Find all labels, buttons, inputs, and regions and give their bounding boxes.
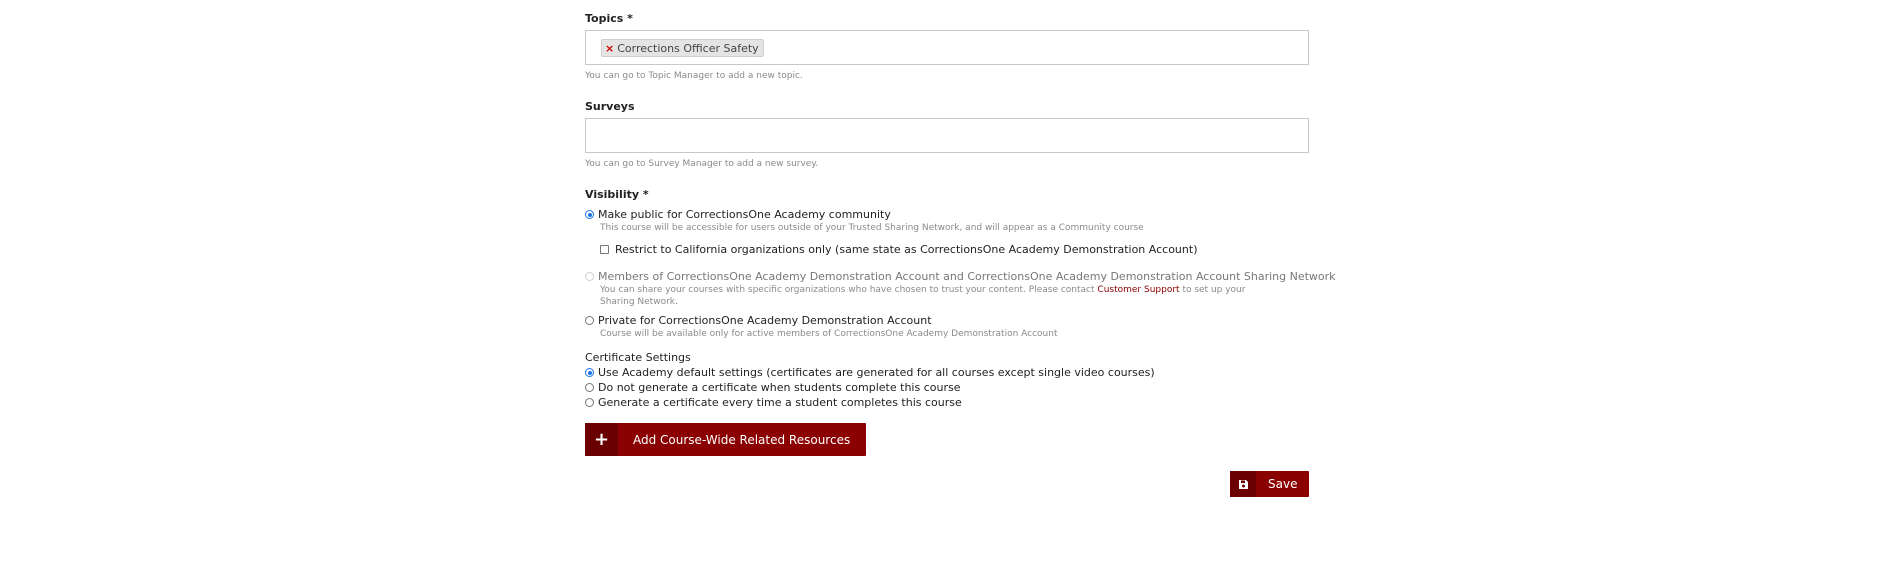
cert-default-label: Use Academy default settings (certificates are generated for all courses except single video courses)	[598, 366, 1155, 379]
restrict-state-option[interactable]	[600, 243, 1197, 256]
visibility-public-desc: This course will be accessible for users outside of your Trusted Sharing Network, and will appear as a Community course	[600, 223, 1144, 233]
visibility-public-label: Make public for CorrectionsOne Academy community	[598, 208, 891, 221]
visibility-network-desc-line2: Sharing Network.	[600, 297, 678, 307]
surveys-label: Surveys	[585, 100, 635, 113]
plus-icon: +	[585, 423, 618, 456]
certificate-option-default[interactable]	[585, 366, 1155, 379]
restrict-state-checkbox[interactable]	[600, 245, 609, 254]
topic-tag-label: Corrections Officer Safety	[617, 41, 759, 55]
floppy-disk-icon	[1230, 471, 1256, 497]
visibility-network-desc	[600, 285, 1245, 295]
add-related-resources-label: Add Course-Wide Related Resources	[633, 432, 851, 447]
remove-tag-icon[interactable]: ×	[605, 41, 615, 55]
save-button[interactable]	[1230, 471, 1309, 497]
radio-public[interactable]	[585, 210, 594, 219]
visibility-label: Visibility *	[585, 188, 649, 201]
certificate-option-always[interactable]	[585, 396, 962, 409]
radio-cert-none[interactable]	[585, 383, 594, 392]
network-desc-text: You can share your courses with specific organizations who have chosen to trust your content. Please contact	[600, 285, 1095, 295]
topics-input[interactable]	[585, 30, 1309, 65]
visibility-option-network	[585, 270, 1336, 283]
restrict-state-label: Restrict to California organizations only (same state as CorrectionsOne Academy Demonstration Account)	[615, 243, 1198, 256]
radio-private[interactable]	[585, 316, 594, 325]
visibility-network-label: Members of CorrectionsOne Academy Demonstration Account and CorrectionsOne Academy Demonstration Account Sharing Network	[598, 270, 1336, 283]
visibility-private-desc: Course will be available only for active members of CorrectionsOne Academy Demonstration Account	[600, 329, 1058, 339]
add-related-resources-button[interactable]	[585, 423, 866, 456]
visibility-option-public[interactable]	[585, 208, 891, 221]
visibility-private-label: Private for CorrectionsOne Academy Demonstration Account	[598, 314, 932, 327]
save-label: Save	[1268, 477, 1298, 491]
visibility-option-private[interactable]	[585, 314, 932, 327]
certificate-label: Certificate Settings	[585, 351, 691, 364]
topics-label: Topics *	[585, 12, 633, 25]
certificate-option-none[interactable]	[585, 381, 960, 394]
radio-cert-default[interactable]	[585, 368, 594, 377]
cert-always-label: Generate a certificate every time a student completes this course	[598, 396, 962, 409]
customer-support-link[interactable]: Customer Support	[1097, 285, 1180, 295]
cert-none-label: Do not generate a certificate when students complete this course	[598, 381, 961, 394]
surveys-input[interactable]	[585, 118, 1309, 153]
radio-network	[585, 272, 594, 281]
network-desc-text-end: to set up your	[1182, 285, 1246, 295]
topic-tag	[601, 39, 764, 57]
topics-help: You can go to Topic Manager to add a new topic.	[585, 71, 803, 81]
radio-cert-always[interactable]	[585, 398, 594, 407]
surveys-help: You can go to Survey Manager to add a new survey.	[585, 159, 819, 169]
